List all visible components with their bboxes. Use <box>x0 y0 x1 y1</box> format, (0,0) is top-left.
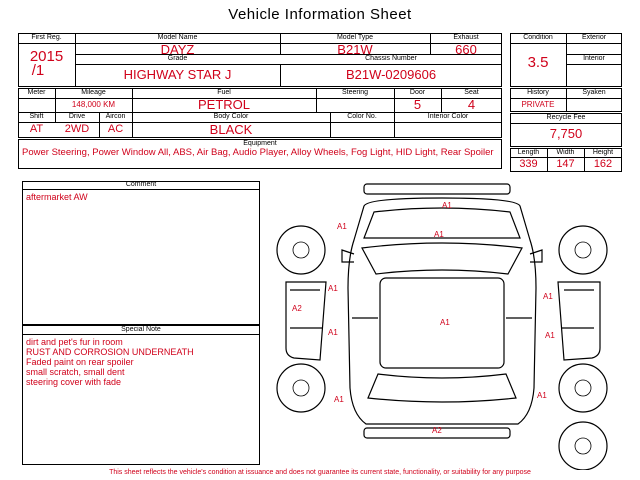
condition-label: Condition <box>523 34 553 41</box>
comment-box <box>22 181 260 325</box>
shift-value: AT <box>29 123 44 135</box>
color-no-label: Color No. <box>347 113 377 120</box>
model-name-label: Model Name <box>157 34 198 41</box>
history-value: PRIVATE <box>521 100 555 109</box>
damage-mark-right-rear: A1 <box>537 391 547 400</box>
special-note-text: dirt and pet's fur in room RUST AND CORROSION UNDERNEATH Faded paint on rear spoiler small scratch, small dent steering cover with fade <box>26 337 194 387</box>
special-note-label: Special Note <box>121 326 161 333</box>
mileage-value: 148,000 KM <box>71 100 116 109</box>
equipment-label: Equipment <box>243 140 277 147</box>
comment-label: Comment <box>125 181 157 188</box>
chassis-number-label: Chassis Number <box>365 55 417 62</box>
shift-label: Shift <box>29 113 44 120</box>
meter-label: Meter <box>27 89 46 96</box>
equipment-value: Power Steering, Power Window All, ABS, Air Bag, Audio Player, Alloy Wheels, Fog Light, HID Light, Rear Spoiler <box>22 147 494 158</box>
condition-value: 3.5 <box>527 54 549 71</box>
first-reg-label: First Reg. <box>31 34 62 41</box>
damage-mark-right-rear-door: A1 <box>545 331 555 340</box>
damage-mark-hood-top: A1 <box>442 201 452 210</box>
recycle-fee-label: Recycle Fee <box>546 114 586 121</box>
exterior-label: Exterior <box>581 34 607 41</box>
body-color-label: Body Color <box>213 113 249 120</box>
length-label: Length <box>517 149 540 156</box>
page-title: Vehicle Information Sheet <box>228 6 412 23</box>
aircon-value: AC <box>107 123 124 135</box>
door-value: 5 <box>413 97 422 112</box>
grade-value: HIGHWAY STAR J <box>123 67 232 82</box>
width-value: 147 <box>556 158 575 170</box>
exhaust-value: 660 <box>455 42 477 57</box>
first-reg-year: 2015 <box>29 48 64 65</box>
recycle-fee-value: 7,750 <box>549 126 583 141</box>
damage-mark-roof: A1 <box>440 318 450 327</box>
interior-label: Interior <box>583 55 605 62</box>
damage-mark-hood: A1 <box>434 230 444 239</box>
first-reg-month: /1 <box>31 62 45 79</box>
model-type-label: Model Type <box>336 34 374 41</box>
width-label: Width <box>556 149 575 156</box>
damage-mark-right-front-door: A1 <box>543 292 553 301</box>
body-color-value: BLACK <box>209 122 253 137</box>
comment-text: aftermarket AW <box>26 192 88 202</box>
model-type-value: B21W <box>337 42 373 57</box>
chassis-number-value: B21W-0209606 <box>345 67 437 82</box>
grade-label: Grade <box>167 55 188 62</box>
damage-mark-left-rear: A1 <box>334 395 344 404</box>
fuel-label: Fuel <box>217 89 231 96</box>
damage-mark-left-rear-door: A1 <box>328 328 338 337</box>
drive-value: 2WD <box>64 123 90 135</box>
steering-label: Steering <box>341 89 369 96</box>
exhaust-label: Exhaust <box>453 34 479 41</box>
damage-mark-left-front-door: A1 <box>328 284 338 293</box>
aircon-label: Aircon <box>105 113 126 120</box>
interior-color-label: Interior Color <box>427 113 469 120</box>
door-label: Door <box>409 89 426 96</box>
damage-mark-front-left: A1 <box>337 222 347 231</box>
damage-mark-left-side: A2 <box>292 304 302 313</box>
mileage-label: Mileage <box>81 89 106 96</box>
length-value: 339 <box>519 158 538 170</box>
footer-disclaimer: This sheet reflects the vehicle's condition at issuance and does not guarantee its current state, functionality, or suitability for any purpose <box>109 469 531 476</box>
syaken-label: Syaken <box>582 89 606 96</box>
fuel-value: PETROL <box>197 97 250 112</box>
model-name-value: DAYZ <box>160 42 195 57</box>
history-label: History <box>527 89 549 96</box>
height-value: 162 <box>593 158 613 170</box>
damage-mark-rear-bumper: A2 <box>432 426 442 435</box>
seat-label: Seat <box>464 89 479 96</box>
drive-label: Drive <box>68 113 86 120</box>
height-label: Height <box>592 149 614 156</box>
seat-value: 4 <box>467 97 476 112</box>
